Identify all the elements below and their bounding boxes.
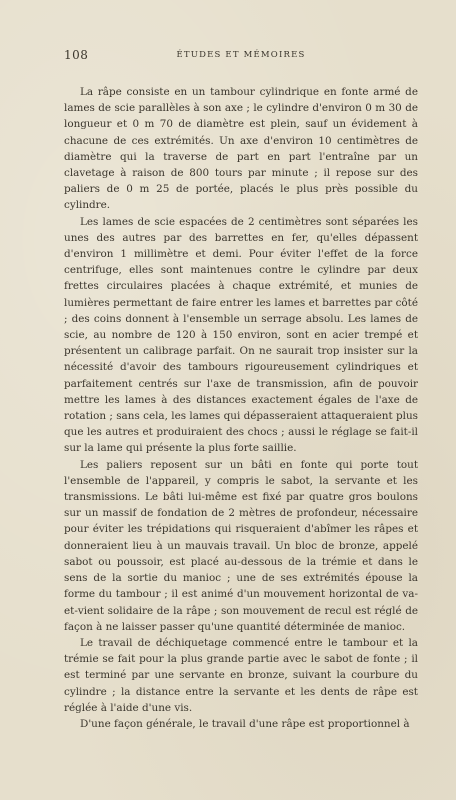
paragraph: Les lames de scie espacées de 2 centimètres sont séparées les unes des autres par des barrettes en fer, qu'elles dépassent d'environ 1 millimètre et demi. Pour éviter l'effet de la force centrifuge, elles sont maintenues contre le cylindre par deux frettes circulaires placées à chaque extrémité, et munies de lumières permettant de faire entrer les lames et barrettes par côté ; des coins donnent à l'ensemble un serrage absolu. Les lames de scie, au nombre de 120 à 150 environ, sont en acier trempé et présentent un calibrage parfait. On ne saurait trop insister sur la nécessité d'avoir des tambours rigoureusement cylindriques et parfaitement centrés sur l'axe de transmission, afin de pouvoir mettre les lames à des distances exactement égales de l'axe de rotation ; sans cela, les lames qui dépasseraient attaqueraient plus que les autres et produiraient des chocs ; aussi le réglage se fait-il sur la lame qui présente la plus forte saillie. (64, 215, 418, 455)
body-text (64, 84, 418, 732)
page-number: 108 (64, 48, 89, 62)
paragraph: Les paliers reposent sur un bâti en fonte qui porte tout l'ensemble de l'appareil, y compris le sabot, la servante et les transmissions. Le bâti lui-même est fixé par quatre gros boulons sur un massif de fondation de 2 mètres de profondeur, nécessaire pour éviter les trépidations qui risqueraient d'abîmer les râpes et donneraient lieu à un mauvais travail. Un bloc de bronze, appelé sabot ou poussoir, est placé au-dessous de la trémie et dans le sens de la sortie du manioc ; une de ses extrémités épouse la forme du tambour ; il est animé d'un mouvement horizontal de va-et-vient solidaire de la râpe ; son mouvement de recul est réglé de façon à ne laisser passer qu'une quantité déterminée de manioc. (64, 458, 418, 633)
running-head (64, 48, 418, 64)
running-title: ÉTUDES ET MÉMOIRES (176, 50, 306, 60)
paragraph: Le travail de déchiquetage commencé entre le tambour et la trémie se fait pour la plus grande partie avec le sabot de fonte ; il est terminé par une servante en bronze, suivant la courbure du cylindre ; la distance entre la servante et les dents de râpe est réglée à l'aide d'une vis. (64, 636, 418, 714)
paragraph: D'une façon générale, le travail d'une râpe est proportionnel à (80, 717, 410, 730)
paragraph: La râpe consiste en un tambour cylindrique en fonte armé de lames de scie parallèles à son axe ; le cylindre d'environ 0 m 30 de longueur et 0 m 70 de diamètre est plein, sauf un évidement à chacune de ces extrémités. Un axe d'environ 10 centimètres de diamètre qui la traverse de part en part l'entraîne par un clavetage à raison de 800 tours par minute ; il repose sur des paliers de 0 m 25 de portée, placés le plus près possible du cylindre. (64, 86, 418, 212)
